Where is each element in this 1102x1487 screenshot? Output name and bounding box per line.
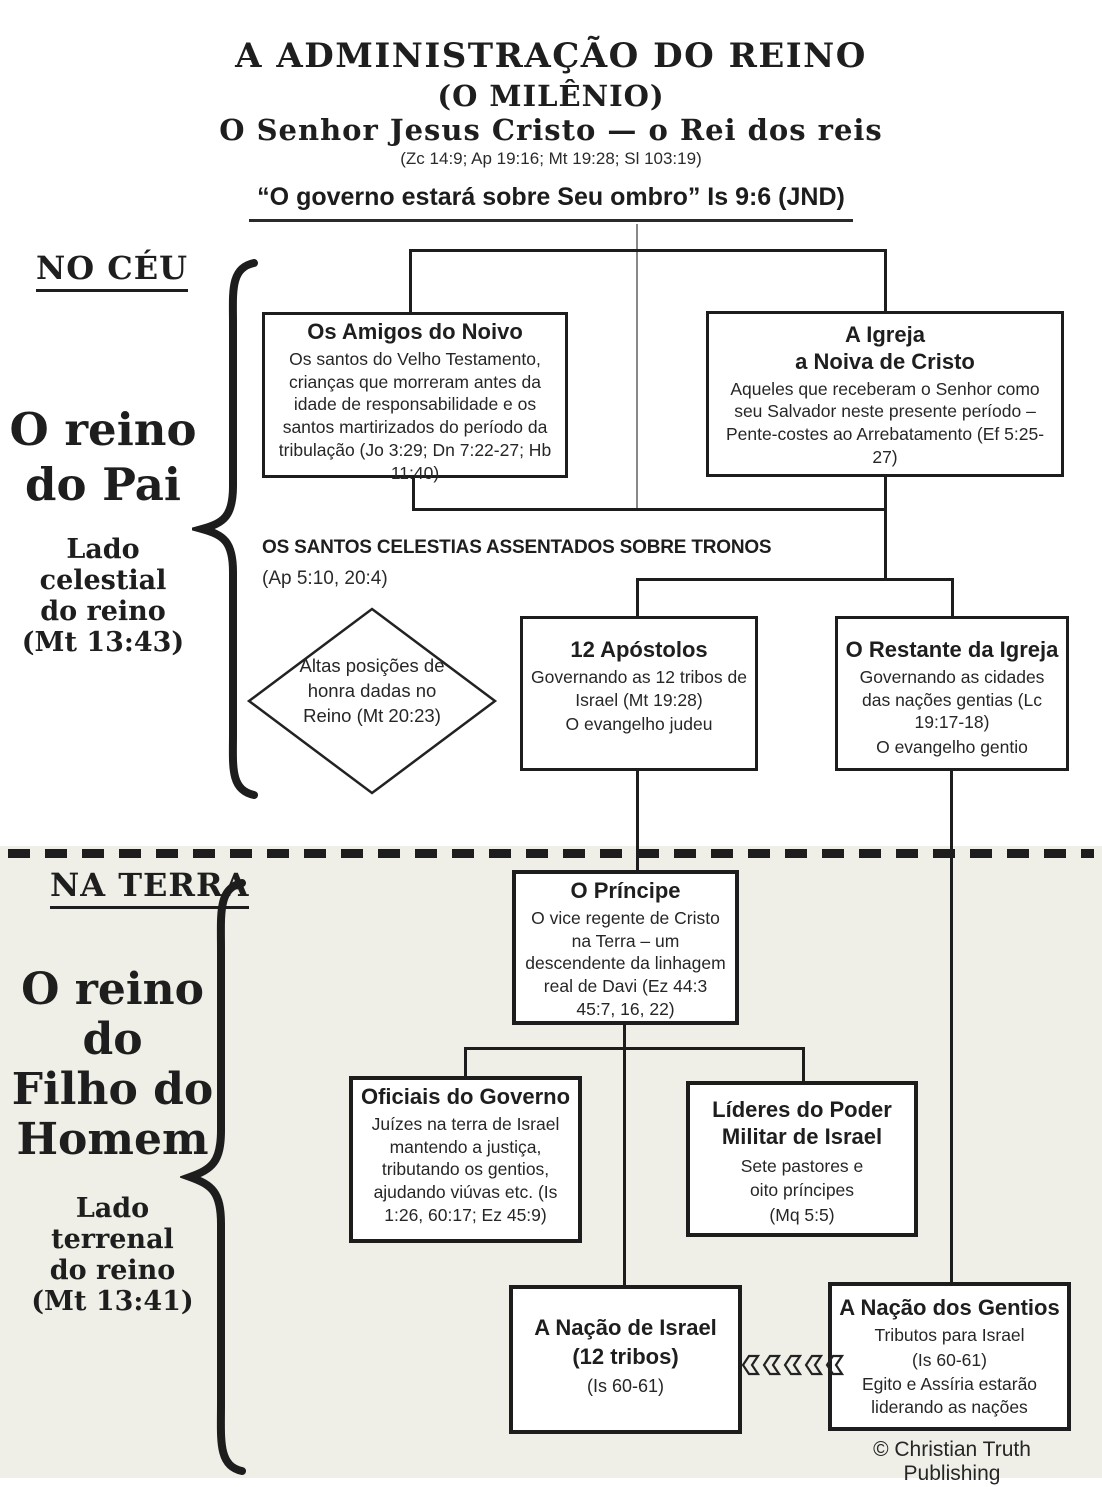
heaven-section-label-wrap bbox=[36, 249, 188, 292]
box-body-line2: oito príncipes bbox=[749, 1180, 855, 1201]
connector-prince-to-israel bbox=[623, 1025, 626, 1287]
box-title-line2: a Noiva de Cristo bbox=[795, 348, 975, 374]
nation-of-gentiles-box bbox=[828, 1282, 1071, 1431]
box-title-line1: Líderes do Poder bbox=[712, 1097, 892, 1122]
page-title: A ADMINISTRAÇÃO DO REINO bbox=[235, 36, 867, 76]
left-chevron-arrow-icon bbox=[762, 1352, 781, 1378]
copyright-notice: © Christian Truth Publishing bbox=[873, 1438, 1031, 1485]
box-body-line2: O evangelho gentio bbox=[876, 737, 1028, 758]
left-chevron-arrow-icon bbox=[804, 1352, 823, 1378]
church-bride-box bbox=[706, 311, 1064, 477]
terrestrial-side-label: Lado terrenal do reino (Mt 13:41) bbox=[31, 1193, 194, 1317]
box-body-line1: Sete pastores e bbox=[740, 1155, 864, 1176]
left-chevron-arrow-icon bbox=[741, 1352, 760, 1378]
father-kingdom-label: O reino do Pai bbox=[9, 403, 197, 511]
box-body: O vice regente de Cristo na Terra – um descendente da linhagem real de Davi (Ez 44:3 45:7, 16, 22) bbox=[525, 907, 726, 1019]
page-subtitle: (O MILÊNIO) bbox=[437, 79, 665, 113]
box-body-line1: Governando as cidades das nações gentias (Lc 19:17-18) bbox=[859, 666, 1045, 733]
box-reference: (Is 60-61) bbox=[586, 1375, 665, 1396]
connector-earth-horizontal bbox=[464, 1047, 805, 1050]
church-remnant-box bbox=[835, 616, 1069, 771]
box-title-line1: A Igreja bbox=[845, 322, 925, 347]
box-body-line2: O evangelho judeu bbox=[565, 714, 713, 735]
heaven-earth-divider-dashed-line bbox=[8, 849, 1094, 858]
connector-top-horizontal bbox=[409, 249, 887, 252]
connector-church-vertical bbox=[884, 477, 887, 581]
box-title-line2: (12 tribos) bbox=[572, 1343, 679, 1369]
box-body: Os santos do Velho Testamento, crianças que morreram antes da idade de responsabilidade e os santos martirizados do período da tribulação (Jo 3:29; Dn 7:22-27; Hb 11:40) bbox=[278, 348, 552, 483]
box-body: Aqueles que receberam o Senhor como seu Salvador neste presente período – Pente-costes ao Arrebatamento (Ef 5:25-27) bbox=[725, 378, 1045, 467]
box-title: O Príncipe bbox=[570, 878, 681, 903]
box-body-line1: Tributos para Israel bbox=[874, 1324, 1025, 1345]
left-chevron-arrow-icon bbox=[783, 1352, 802, 1378]
apostles-box bbox=[520, 616, 758, 771]
ruler-references: (Zc 14:9; Ap 19:16; Mt 19:28; Sl 103:19) bbox=[400, 149, 702, 168]
diamond-text: Altas posições de honra dadas no Reino (Mt 20:23) bbox=[299, 655, 445, 726]
earth-section-label: NA TERRA bbox=[50, 866, 249, 909]
connector-drop-apostles bbox=[636, 578, 639, 619]
connector-apostles-to-prince bbox=[636, 771, 639, 872]
left-chevron-arrow-icon bbox=[825, 1352, 844, 1378]
scripture-quote-wrap bbox=[0, 183, 1102, 222]
earth-brace-icon bbox=[180, 878, 250, 1476]
box-body-line1: Governando as 12 tribos de Israel (Mt 19:28) bbox=[531, 666, 747, 710]
box-title: O Restante da Igreja bbox=[845, 637, 1059, 662]
tribute-arrows-group bbox=[741, 1352, 844, 1378]
box-title-line2: Militar de Israel bbox=[721, 1123, 883, 1149]
box-title: Oficiais do Governo bbox=[360, 1084, 571, 1109]
box-title: 12 Apóstolos bbox=[570, 637, 708, 662]
son-of-man-kingdom-label: O reino do Filho do Homem bbox=[11, 964, 214, 1165]
connector-drop-remnant bbox=[951, 578, 954, 619]
military-leaders-box bbox=[686, 1081, 918, 1237]
box-body: Juízes na terra de Israel mantendo a justiça, tributando os gentios, ajudando viúvas etc. (Is 1:26, 60:17; Ez 45:9) bbox=[371, 1113, 560, 1225]
high-positions-diamond bbox=[246, 606, 498, 796]
connector-mid-horizontal bbox=[412, 508, 887, 511]
box-body-line3: Egito e Assíria estarão liderando as nações bbox=[861, 1374, 1038, 1418]
prince-box bbox=[512, 870, 739, 1025]
connector-drop-officials bbox=[464, 1047, 467, 1078]
box-body-line2: (Is 60-61) bbox=[912, 1349, 987, 1370]
scripture-quote: “O governo estará sobre Seu ombro” Is 9:6 (JND) bbox=[249, 183, 853, 222]
connector-remnant-to-gentiles bbox=[950, 771, 953, 1285]
government-officials-box bbox=[349, 1076, 582, 1243]
box-title: A Nação dos Gentios bbox=[839, 1295, 1060, 1320]
connector-center-vertical bbox=[636, 224, 638, 510]
friends-of-bridegroom-box bbox=[262, 312, 568, 483]
connector-drop-military bbox=[802, 1047, 805, 1083]
box-title-line1: A Nação de Israel bbox=[534, 1315, 717, 1340]
box-body-line3: (Mq 5:5) bbox=[769, 1205, 835, 1226]
nation-of-israel-box bbox=[509, 1285, 742, 1434]
connector-drop-church bbox=[884, 249, 887, 314]
celestial-side-label: Lado celestial do reino (Mt 13:43) bbox=[21, 534, 185, 658]
ruler-heading: O Senhor Jesus Cristo — o Rei dos reis bbox=[219, 113, 883, 147]
box-title: Os Amigos do Noivo bbox=[307, 319, 523, 344]
heaven-section-label: NO CÉU bbox=[36, 249, 188, 292]
thrones-heading: OS SANTOS CELESTIAS ASSENTADOS SOBRE TRONOS bbox=[262, 537, 772, 558]
connector-second-horizontal bbox=[636, 578, 954, 581]
connector-drop-friends bbox=[409, 249, 412, 315]
thrones-reference: (Ap 5:10, 20:4) bbox=[262, 568, 388, 589]
